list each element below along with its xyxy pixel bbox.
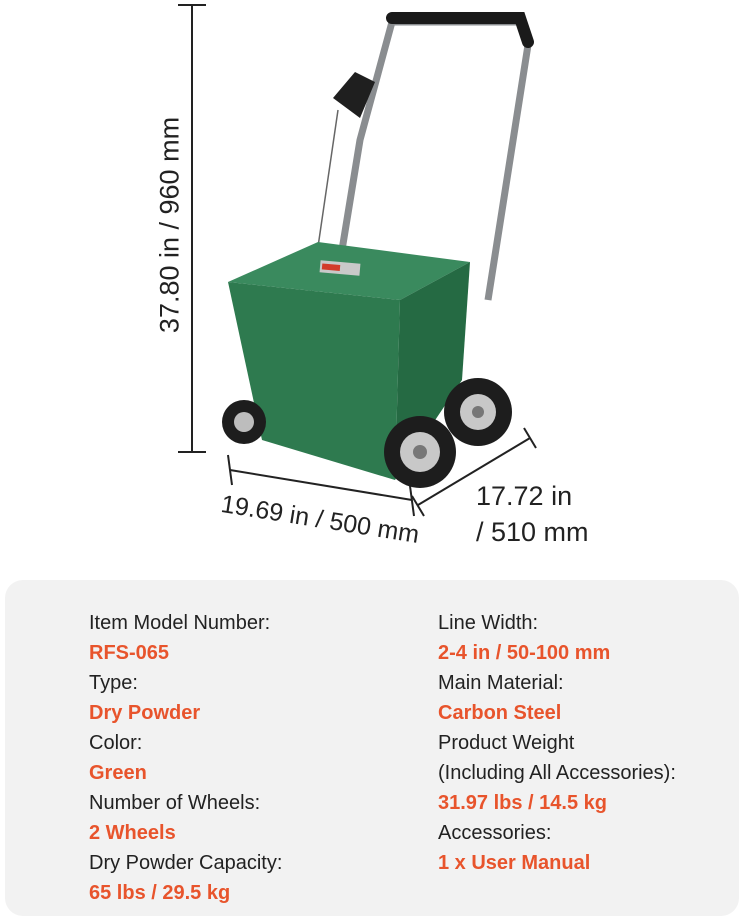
spec-label: Accessories: — [438, 822, 552, 844]
spec-value: 31.97 lbs / 14.5 kg — [438, 792, 607, 814]
spec-value: 2-4 in / 50-100 mm — [438, 642, 611, 664]
spec-panel — [5, 580, 739, 916]
spec-label: Product Weight — [438, 732, 575, 754]
spec-value: 1 x User Manual — [438, 852, 591, 874]
spec-value: 65 lbs / 29.5 kg — [89, 882, 231, 904]
width-dimension-label: 19.69 in / 500 mm — [219, 490, 422, 549]
height-dimension-label: 37.80 in / 960 mm — [154, 116, 185, 334]
depth-dimension-label — [476, 478, 589, 550]
spec-label: Main Material: — [438, 672, 564, 694]
spec-value: Carbon Steel — [438, 702, 562, 724]
spec-value: Dry Powder — [89, 702, 201, 724]
spec-label: Item Model Number: — [89, 612, 271, 634]
spec-label: Type: — [89, 672, 138, 694]
depth-dimension-line1: 17.72 in — [476, 481, 573, 511]
spec-label-continued: (Including All Accessories): — [438, 762, 676, 784]
spec-column-left — [89, 608, 282, 908]
spec-label: Dry Powder Capacity: — [89, 852, 283, 874]
spec-label: Line Width: — [438, 612, 539, 634]
spec-value: Green — [89, 762, 147, 784]
spec-label: Color: — [89, 732, 143, 754]
spec-value: RFS-065 — [89, 642, 170, 664]
spec-value: 2 Wheels — [89, 822, 176, 844]
depth-dimension-line2: / 510 mm — [476, 517, 589, 547]
spec-column-right — [438, 608, 676, 878]
spec-label: Number of Wheels: — [89, 792, 261, 814]
